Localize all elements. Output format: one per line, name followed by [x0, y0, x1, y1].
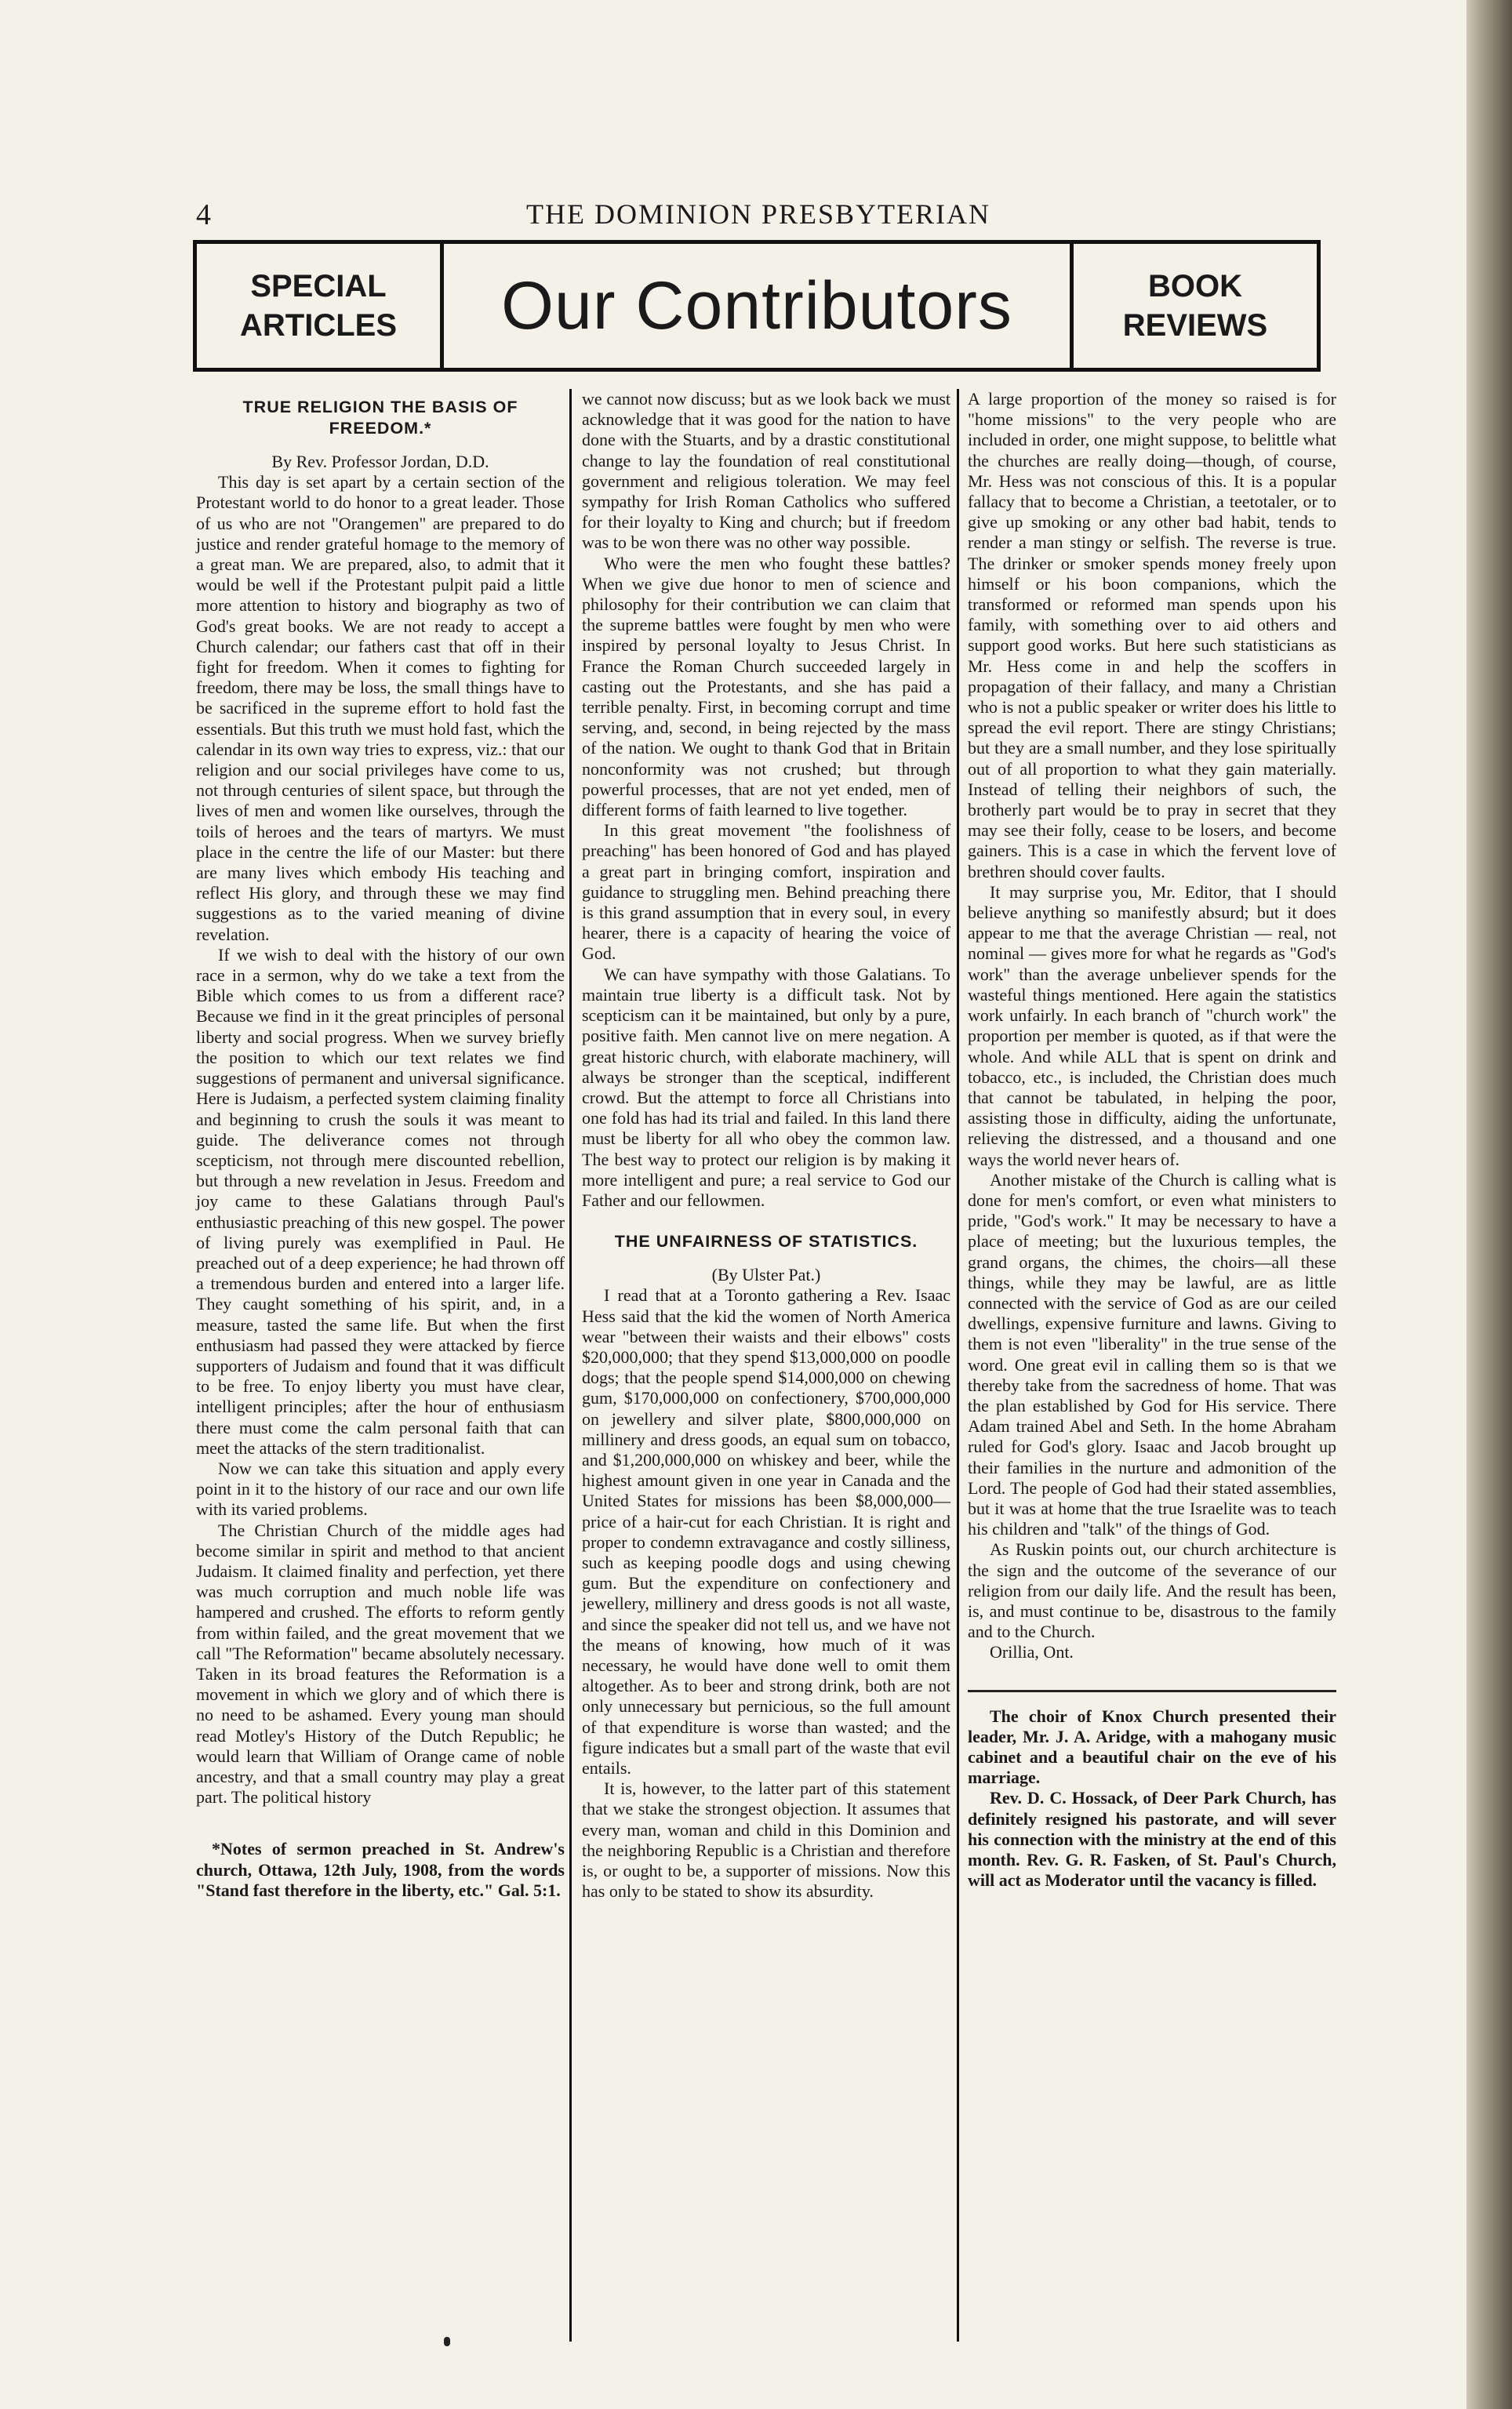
article-paragraph: Who were the men who fought these battles? When we give due honor to men of science and philosophy for their contribution we can claim that the supreme battles were fought by men who were inspired by personal loyalty to Jesus Christ. In France the Roman Church succeeded largely in casting out the Protestants, and she has paid a terrible penalty. First, in becoming corrupt and time serving, and, second, in being rejected by the mass of the nation. We ought to thank God that in Britain nonconformity was not crushed; but through powerful processes, that are not yet ended, men of different forms of faith learned to live together. — [582, 553, 950, 820]
article-signoff: Orillia, Ont. — [990, 1642, 1074, 1662]
column-rule-left — [569, 389, 572, 2342]
article-paragraph: Now we can take this situation and apply every point in it to the history of our race and our own life with its varied problems. — [196, 1458, 565, 1520]
ink-mark — [444, 2337, 450, 2346]
article-paragraph: I read that at a Toronto gathering a Rev. Isaac Hess said that the kid the women of North America wear "between their waists and their elbows" costs $20,000,000; that they spend $13,000,000 on poodle dogs; that the people spend $14,000,000 on chewing gum, $170,000,000 on confectionery, $700,000,000 on jewellery and silver plate, $800,000,000 on millinery and dress goods, an equal sum on tobacco, and $1,200,000,000 on whiskey and beer, while the highest amount given in one year in Canada and the United States for missions has been $8,000,000—price of a hair-cut for each Christian. It is right and proper to condemn extravagance and costly silliness, such as keeping poodle dogs and using chewing gum. But the expenditure on confectionery and jewellery, millinery and dress goods is not all waste, and since the speaker did not tell us, and we have not the means of knowing, how much of it was necessary, he would have done well to omit them altogether. As to beer and strong drink, both are not only unnecessary but pernicious, so the full amount of that expenditure is worse than wasted; and the figure indicates but a small part of the waste that evil entails. — [582, 1285, 950, 1778]
page-number: 4 — [196, 198, 212, 231]
article-paragraph: It may surprise you, Mr. Editor, that I should believe anything so manifestly absurd; but it does appear to me that the average Christian — real, not nominal — gives more for what he regards as "God's work" than the average unbeliever spends for the wasteful things mentioned. Here again the statistics work unfairly. In each branch of "church work" the proportion per member is quoted, as if that were the whole. And while ALL that is spent on drink and tobacco, etc., is included, the Christian does much that cannot be tabulated, in helping the poor, assisting those in difficulty, aiding the unfortunate, relieving the distressed, and a thousand and one ways the world never hears of. — [968, 881, 1336, 1169]
book-reviews-line1: BOOK — [1148, 269, 1242, 303]
article-byline: By Rev. Professor Jordan, D.D. — [271, 452, 489, 471]
special-articles-line2: ARTICLES — [240, 308, 397, 343]
article-title: THE UNFAIRNESS OF STATISTICS. — [614, 1232, 918, 1252]
column-1 — [196, 389, 565, 1901]
article-paragraph: We can have sympathy with those Galatians. To maintain true liberty is a difficult task. Not by scepticism can it be maintained, but only by a pure, positive faith. Men cannot live on mere negation. A great historic church, with elaborate machinery, will always be stronger than the sceptical, indifferent crowd. But the attempt to force all Christians into one fold has had its trial and failed. In this land there must be liberty for all who obey the common law. The best way to protect our religion is by making it more intelligent and pure; a real service to God our Father and our fellowmen. — [582, 964, 950, 1210]
book-reviews-line2: REVIEWS — [1122, 308, 1268, 343]
book-reviews-box — [1070, 244, 1317, 368]
article-byline: (By Ulster Pat.) — [711, 1265, 821, 1285]
article-paragraph: Another mistake of the Church is calling what is done for men's comfort, or even what ministers to pride, "God's work." It may be necessary to have a place of meeting; but the luxurious temples, the grand organs, the chimes, the choirs—all these things, while they may be lawful, are as little connected with the service of God as are our ceiled dwellings, expensive furniture and lawns. Giving to them is not even "liberality" in the true sense of the word. One great evil in calling them so is that we thereby take from the sacredness of home. That was the plan established by God for His service. There Adam trained Abel and Seth. In the home Abraham ruled for God's glory. Isaac and Jacob brought up their families in the nurture and admonition of the Lord. The people of God had their stated assemblies, but it was at home that the true Israelite was to teach his children and "talk" of the things of God. — [968, 1169, 1336, 1539]
section-title: Our Contributors — [501, 267, 1012, 343]
special-articles-box — [197, 244, 444, 368]
footnote — [196, 1839, 565, 1901]
article-paragraph: A large proportion of the money so raised is for "home missions" to the very people who are included in order, one might suppose, to belittle what the churches are really doing—though, of course, Mr. Hess was not conscious of this. It is a popular fallacy that to become a Christian, a teetotaler, or to give up smoking or any other bad habit, tends to render a man stingy or selfish. The reverse is true. The drinker or smoker spends money freely upon himself or his boon companions, which the transformed or reformed man spends upon his family, with something over to aid others and support good works. But here such statisticians as Mr. Hess come in and help the scoffers in propagation of their fallacy, and many a Christian who is not a public speaker or writer does his little to spread the evil report. There are stingy Christians; but they are a small number, and they lose spiritually out of all proportion to what they gain materially. Instead of telling their neighbors of such, the brotherly part would be to pray in secret that they may see their folly, cease to be losers, and become gainers. This is a case in which the fervent love of brethren should cover faults. — [968, 389, 1336, 881]
column-rule-right — [957, 389, 959, 2342]
article-paragraph: It is, however, to the latter part of this statement that we stake the strongest objection. It assumes that every man, woman and child in this Dominion and the neighboring Republic is a Christian and therefore is, or ought to be, a supporter of missions. Now this has only to be stated to show its absurdity. — [582, 1779, 950, 1902]
page-edge-shadow — [1467, 0, 1512, 2409]
running-head: THE DOMINION PRESBYTERIAN — [526, 198, 990, 230]
column-3 — [968, 389, 1336, 1891]
article-paragraph: we cannot now discuss; but as we look back we must acknowledge that it was good for the nation to have done with the Stuarts, and by a drastic constitutional change to lay the foundation of real constitutional government and religious toleration. We may feel sympathy for Irish Roman Catholics who suffered for their loyalty to King and church; but if freedom was to be won there was no other way possible. — [582, 389, 950, 553]
article-paragraph: This day is set apart by a certain section of the Protestant world to do honor to a great leader. Those of us who are not "Orangemen" are prepared to do justice and render grateful homage to the memory of a great man. We are prepared, also, to admit that it would be well if the Protestant pulpit paid a little more attention to history and biography as two of God's great books. We are not ready to accept a Church calendar; our fathers cast that off in their fight for freedom. When it comes to fighting for freedom, there may be loss, the small things have to be sacrificed in the supreme effort to hold fast the essentials. But this truth we must hold fast, which the calendar in its own way tries to express, viz.: that our religion and our social privileges have come to us, not through centuries of silent space, but through the lives of men and women like ourselves, through the toils of heroes and the tears of martyrs. We must place in the centre the life of our Master: but there are many lives which embody His teaching and reflect His glory, and through these we may find suggestions as to the varied meaning of divine revelation. — [196, 472, 565, 944]
notice-item: The choir of Knox Church presented their leader, Mr. J. A. Aridge, with a mahogany music cabinet and a beautiful chair on the eve of his marriage. — [968, 1706, 1336, 1788]
article-paragraph: If we wish to deal with the history of our own race in a sermon, why do we take a text from the Bible which comes to us from a different race? Because we find in it the great principles of personal liberty and social progress. When we survey briefly the position to which our text relates we find suggestions of permanent and universal significance. Here is Judaism, a perfected system claiming finality and beginning to crush the souls it was meant to guide. The deliverance comes not through scepticism, not through mere discounted rebellion, but through a new revelation in Jesus. Freedom and joy came to these Galatians through Paul's enthusiastic preaching of this new gospel. The power of living purely was exemplified in Paul. He preached out of a deep experience; he had thrown off a tremendous burden and entered into a larger life. They caught something of his spirit, and, in a measure, tasted the same life. But when the first enthusiasm had passed they were attacked by fierce supporters of Judaism and found that it was difficult to be free. To enjoy liberty you must have clear, intelligent principles; after the hour of enthusiasm there must come the calm personal faith that can meet the attacks of the stern traditionalist. — [196, 944, 565, 1458]
section-banner — [193, 240, 1321, 372]
special-articles-line1: SPECIAL — [250, 269, 387, 303]
notice-item: Rev. D. C. Hossack, of Deer Park Church, has definitely resigned his pastorate, and will sever his connection with the ministry at the end of this month. Rev. G. R. Fasken, of St. Paul's Church, will act as Moderator until the vacancy is filled. — [968, 1788, 1336, 1891]
article-paragraph: In this great movement "the foolishness of preaching" has been honored of God and has played a great part in bringing comfort, inspiration and guidance to struggling men. Behind preaching there is this grand assumption that in every soul, in every hearer, there is a capacity of hearing the voice of God. — [582, 820, 950, 964]
church-notices — [968, 1690, 1336, 1891]
article-paragraph: The Christian Church of the middle ages had become similar in spirit and method to that ancient Judaism. It claimed finality and perfection, yet there was much corruption and much noble life was hampered and crushed. The efforts to reform gently from within failed, and the great movement that we call "The Reformation" became absolutely necessary. Taken in its broad features the Reformation is a movement in which we glory and of which there is no need to be ashamed. Every young man should read Motley's History of the Dutch Republic; he would learn that William of Orange came of noble ancestry, and that a small country may play a great part. The political history — [196, 1520, 565, 1808]
spacer — [582, 1211, 950, 1223]
column-2 — [582, 389, 950, 1902]
article-paragraph: As Ruskin points out, our church architecture is the sign and the outcome of the severance of our religion from our daily life. And the result has been, is, and must continue to be, disastrous to the family and to the Church. — [968, 1539, 1336, 1642]
article-title: TRUE RELIGION THE BASIS OF FREEDOM.* — [242, 398, 518, 438]
footnote-text: *Notes of sermon preached in St. Andrew's church, Ottawa, 12th July, 1908, from the words "Stand fast therefore in the liberty, etc." Gal. 5:1. — [196, 1839, 565, 1900]
